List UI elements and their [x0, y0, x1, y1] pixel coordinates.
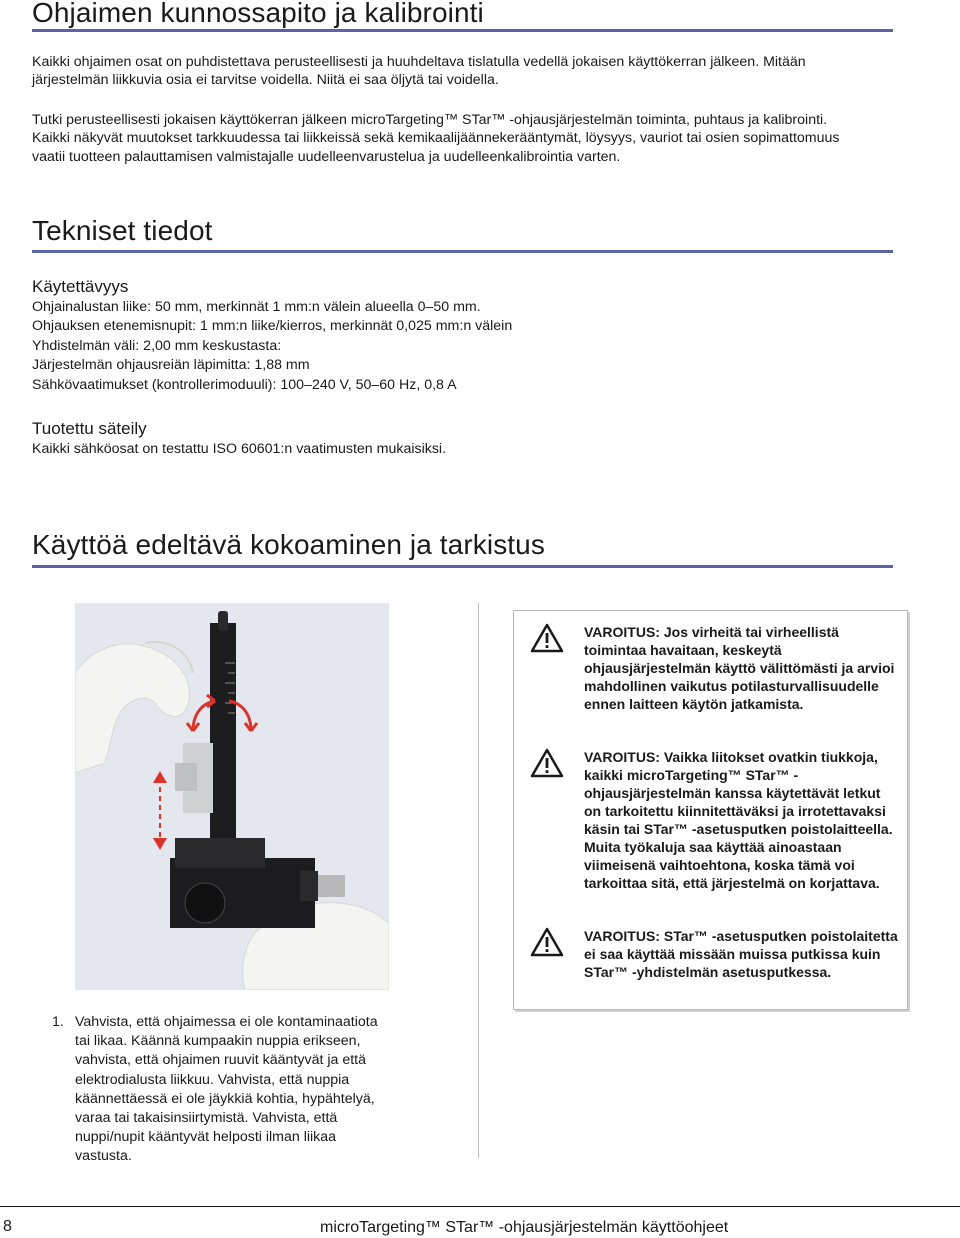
footer-title: microTargeting™ STar™ -ohjausjärjestelmän käyttöohjeet	[320, 1219, 729, 1236]
footer-rule	[0, 1206, 960, 1207]
maintenance-title: Ohjaimen kunnossapito ja kalibrointi	[32, 0, 484, 28]
guide-device-illustration	[75, 603, 389, 990]
warning-triangle-icon	[530, 623, 564, 653]
warning-triangle-icon	[530, 927, 564, 957]
page-number: 8	[3, 1218, 12, 1235]
usability-line: Yhdistelmän väli: 2,00 mm keskustasta:	[32, 337, 282, 354]
warning-text: VAROITUS: STar™ -asetusputken poistolaitetta ei saa käyttää missään muissa putkissa kuin STar™ -yhdistelmän asetusputkessa.	[584, 928, 898, 980]
maintenance-paragraph-1: Kaikki ohjaimen osat on puhdistettava perusteellisesti ja huuhdeltava tislatulla vedellä jokaisen käyttökerran jälkeen. Mitään järjestelmän liikkuvia osia ei tarvitse voidella. Niitä ei saa öljytä tai voidella.	[32, 54, 806, 89]
radiation-text: Kaikki sähköosat on testattu ISO 60601:n vaatimusten mukaisiksi.	[32, 441, 447, 457]
usability-line: Ohjauksen etenemisnupit: 1 mm:n liike/kierros, merkinnät 0,025 mm:n välein	[32, 318, 513, 335]
column-divider	[478, 603, 479, 1158]
maintenance-paragraph-2: Tutki perusteellisesti jokaisen käyttökerran jälkeen microTargeting™ STar™ -ohjausjärjestelmän toiminta, puhtaus ja kalibrointi. Kaikki näkyvät muutokset tarkkuudessa tai liikkeissä sekä kemikaalijäännekerääntymät, löysyys, vauriot tai osien sopimattomuus vaatii tuotteen palauttamisen valmistajalle uudelleenvarustelua ja uudelleenkalibrointia varten.	[32, 112, 840, 165]
specs-title: Tekniset tiedot	[32, 215, 213, 246]
assembly-title: Käyttöä edeltävä kokoaminen ja tarkistus	[32, 529, 545, 560]
title-rule	[32, 250, 893, 253]
warnings-box	[513, 610, 908, 1010]
usability-subtitle: Käytettävyys	[32, 277, 129, 296]
title-rule	[32, 565, 893, 568]
usability-line: Järjestelmän ohjausreiän läpimitta: 1,88 mm	[32, 357, 310, 374]
usability-line: Sähkövaatimukset (kontrollerimoduuli): 100–240 V, 50–60 Hz, 0,8 A	[32, 376, 457, 393]
radiation-subtitle: Tuotettu säteily	[32, 419, 147, 438]
guide-device-photo	[75, 603, 389, 990]
warning-text: VAROITUS: Jos virheitä tai virheellistä toimintaa havaitaan, keskeytä ohjausjärjestelmän käyttö välittömästi ja arvioi mahdollinen vaikutus potilasturvallisuudelle ennen laitteen käytön jatkamista.	[584, 624, 895, 712]
warning-text: VAROITUS: Vaikka liitokset ovatkin tiukkoja, kaikki microTargeting™ STar™ -ohjausjärjestelmän kanssa käytettävät letkut on tarkoitettu kiinnitettäväksi ja irrotettavaksi käsin tai STar™ -asetusputken poistolaitteella. Muita työkaluja saa käyttää ainoastaan viimeisenä vaihtoehtona, koska tämä voi tarkoittaa sitä, että järjestelmä on korjattava.	[584, 749, 893, 891]
usability-line: Ohjainalustan liike: 50 mm, merkinnät 1 mm:n välein alueella 0–50 mm.	[32, 299, 481, 315]
usability-list	[32, 298, 732, 394]
step-number: 1.	[52, 1014, 64, 1030]
title-rule	[32, 29, 893, 32]
step-text: Vahvista, että ohjaimessa ei ole kontaminaatiota tai likaa. Käännä kumpaakin nuppia erikseen, vahvista, että ohjaimen ruuvit kääntyvät ja että elektrodialusta liikkuu. Vahvista, että nuppia käännettäessä ei ole jäykkiä kohtia, hypähtelyä, varaa tai takaisinsiirtymistä. Vahvista, että nuppi/nupit kääntyvät helposti ilman liikaa vastusta.	[75, 1014, 378, 1165]
warning-triangle-icon	[530, 748, 564, 778]
